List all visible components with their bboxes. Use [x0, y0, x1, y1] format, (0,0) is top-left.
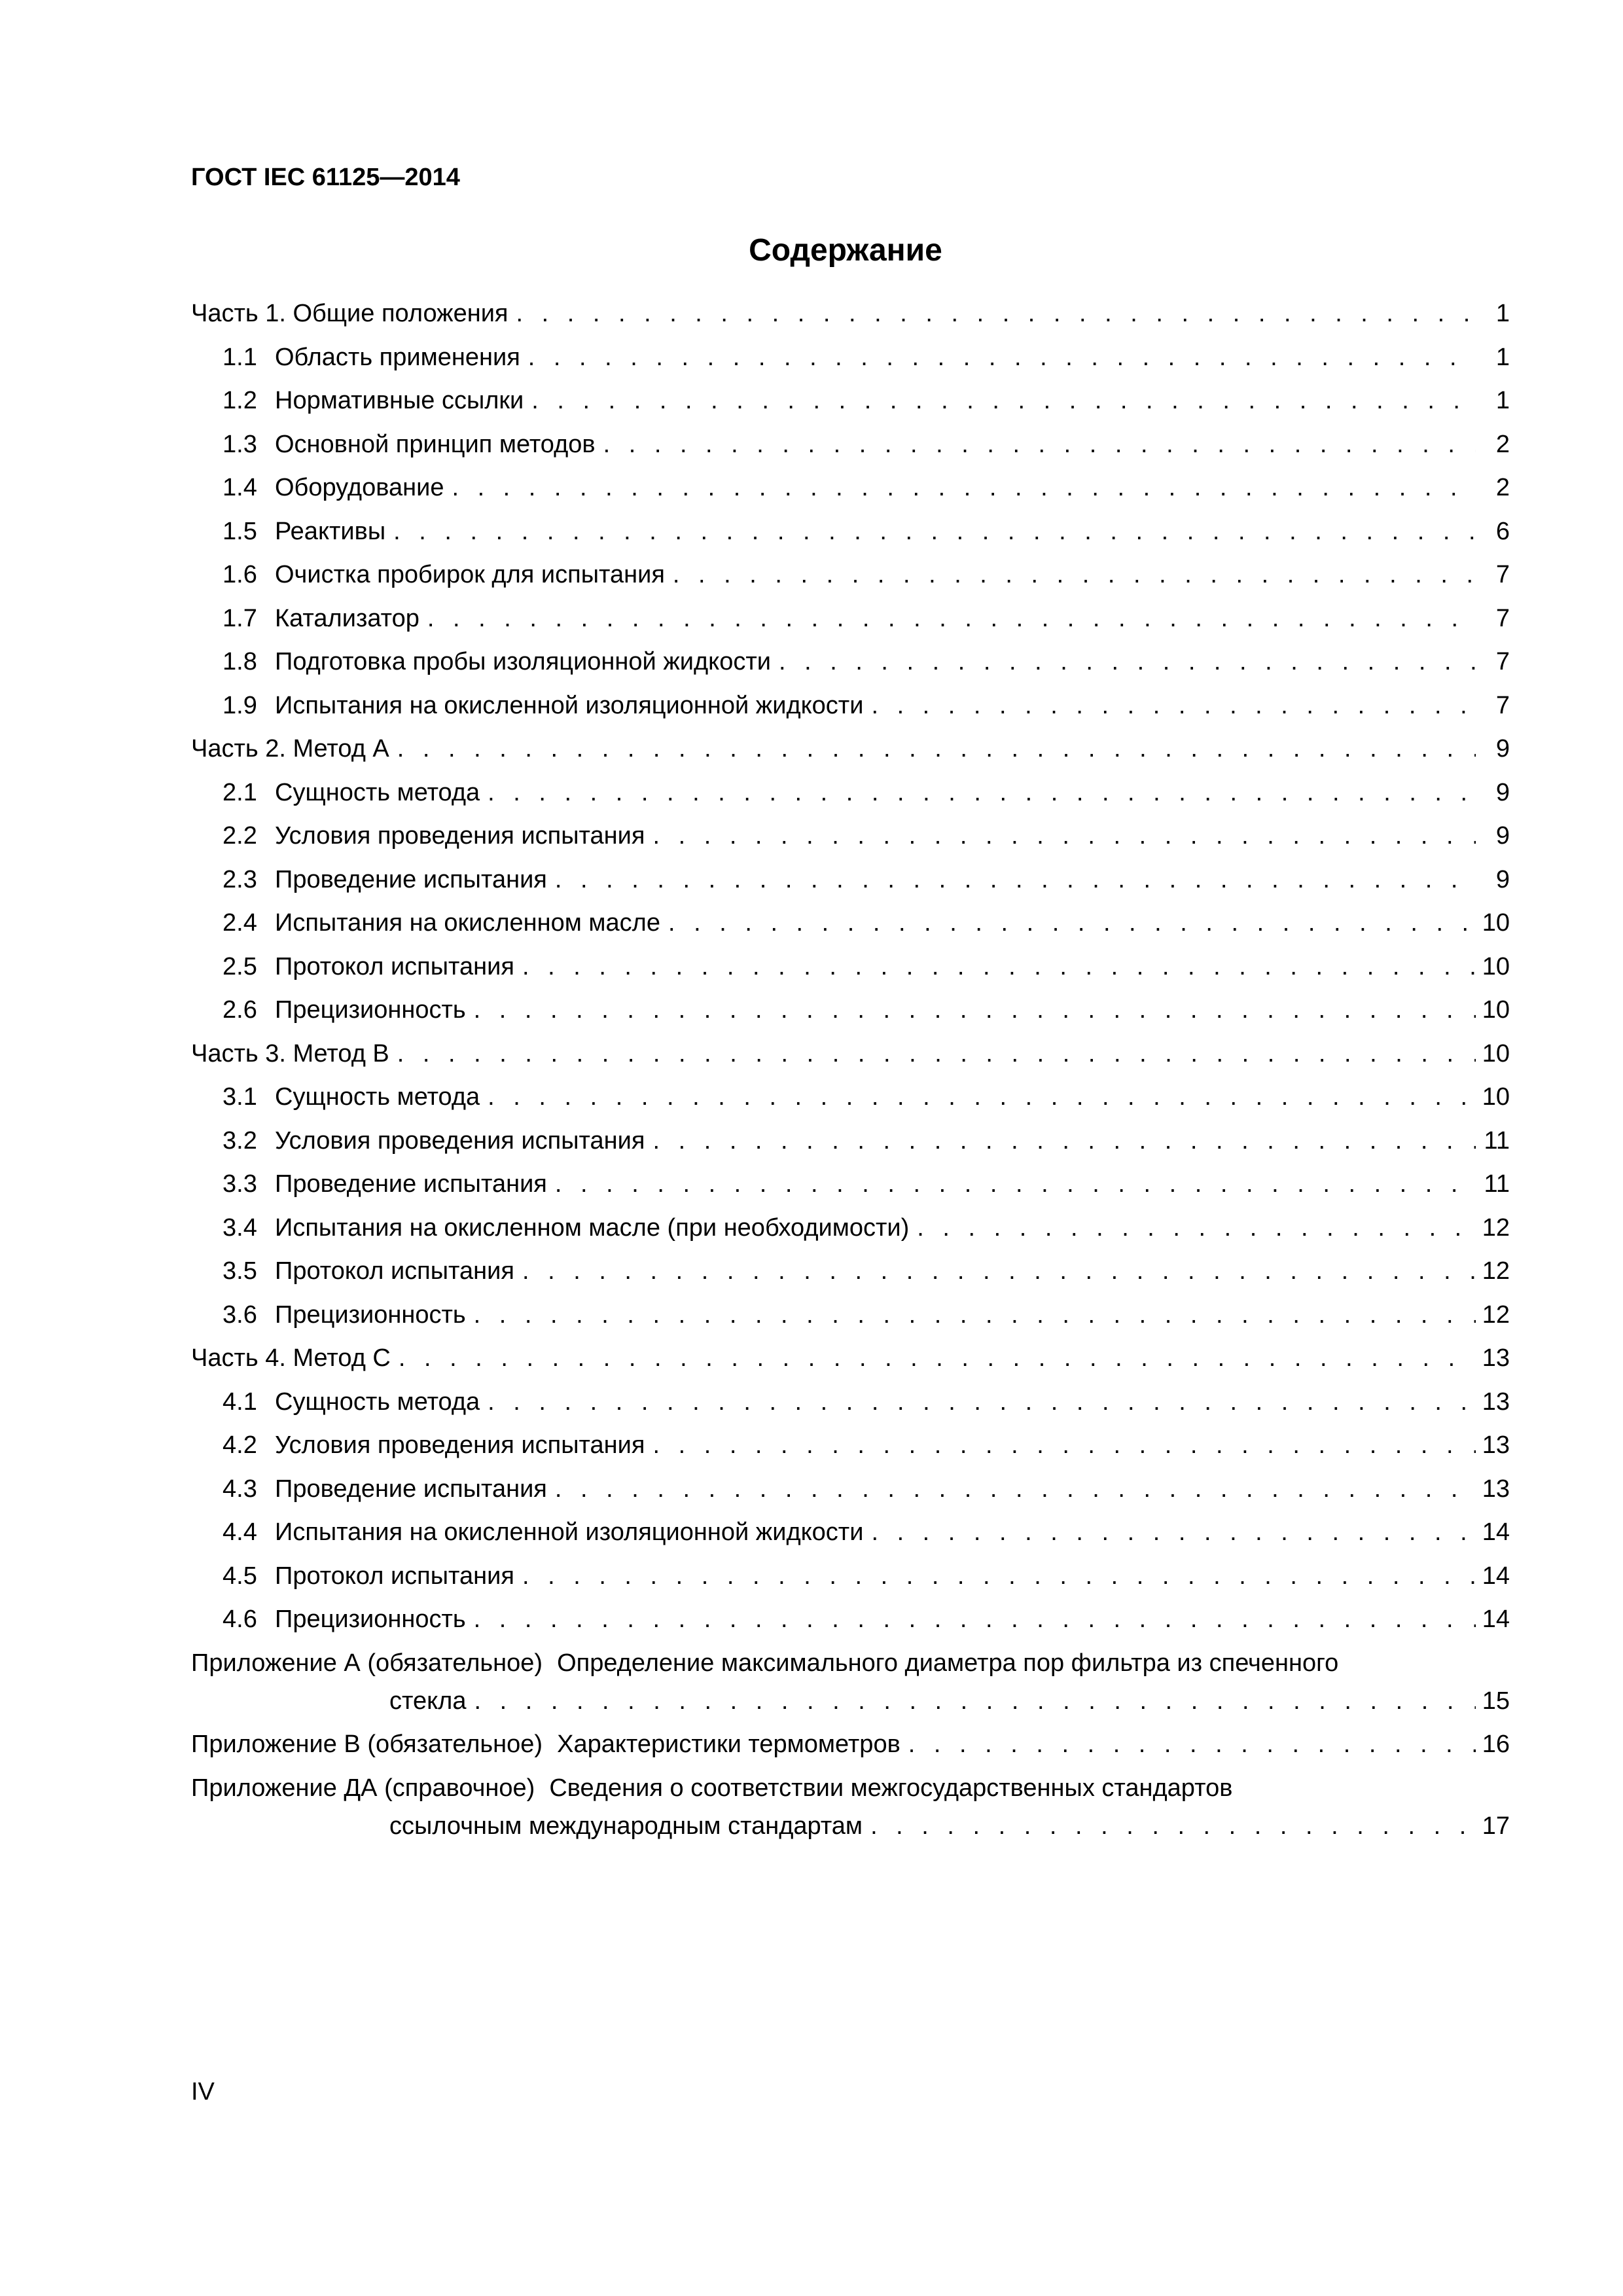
page-number: 10 — [1482, 952, 1510, 980]
section-number: 1.3 — [223, 430, 257, 458]
section-number: 1.1 — [223, 343, 257, 371]
dot-leader — [871, 1517, 1475, 1547]
dot-leader — [652, 1430, 1475, 1460]
toc-subsection-entry[interactable] — [191, 1213, 1510, 1257]
section-number: 3.3 — [223, 1170, 257, 1198]
entry-title: Нормативные ссылки — [275, 387, 524, 414]
page-number: 11 — [1484, 1126, 1510, 1155]
entry-title: Прецизионность — [275, 1300, 466, 1329]
entry-title: Условия проведения испытания — [275, 822, 645, 850]
toc-subsection-entry[interactable] — [191, 386, 1510, 429]
dot-leader — [555, 865, 1476, 895]
section-number: 4.5 — [223, 1562, 257, 1590]
dot-leader — [488, 778, 1476, 808]
section-number: 1.9 — [223, 691, 257, 719]
page-number: 14 — [1482, 1605, 1510, 1633]
toc-subsection-entry[interactable] — [191, 1300, 1510, 1344]
dot-leader — [668, 908, 1476, 938]
appendix-label: Приложение А (обязательное) — [191, 1649, 543, 1677]
toc-part-entry[interactable] — [191, 298, 1510, 342]
section-number: 2.2 — [223, 822, 257, 850]
page-number: 10 — [1482, 1083, 1510, 1111]
toc-subsection-entry[interactable] — [191, 1474, 1510, 1518]
toc-subsection-entry[interactable] — [191, 560, 1510, 603]
dot-leader — [652, 1126, 1476, 1156]
entry-title: Катализатор — [275, 604, 419, 632]
page-number: 13 — [1482, 1388, 1510, 1416]
page-number: 13 — [1482, 1344, 1510, 1372]
section-number: 4.3 — [223, 1475, 257, 1503]
toc-subsection-entry[interactable] — [191, 865, 1510, 908]
section-number: 3.4 — [223, 1213, 257, 1242]
toc-subsection-entry[interactable] — [191, 691, 1510, 734]
section-number: 1.2 — [223, 387, 257, 414]
toc-subsection-entry[interactable] — [191, 1256, 1510, 1300]
entry-title: Часть 3. Метод В — [191, 1039, 389, 1067]
dot-leader — [397, 1039, 1476, 1069]
appendix-title: Характеристики термометров — [557, 1731, 901, 1758]
dot-leader — [555, 1474, 1476, 1504]
dot-leader — [516, 298, 1476, 329]
section-number: 2.4 — [223, 909, 257, 937]
section-number: 4.1 — [223, 1388, 257, 1416]
toc-part-entry[interactable] — [191, 734, 1510, 778]
section-number: 1.6 — [223, 561, 257, 588]
document-header: ГОСТ IEC 61125—2014 — [191, 164, 460, 191]
entry-title: Условия проведения испытания — [275, 1126, 645, 1155]
section-number: 2.3 — [223, 865, 257, 893]
dot-leader — [393, 516, 1476, 547]
page-number: 13 — [1482, 1475, 1510, 1503]
entry-title: Испытания на окисленной изоляционной жидкости — [275, 691, 864, 719]
page-number: 13 — [1482, 1431, 1510, 1459]
dot-leader — [871, 691, 1476, 721]
dot-leader — [488, 1387, 1476, 1417]
entry-title: Подготовка пробы изоляционной жидкости — [275, 648, 771, 675]
dot-leader — [603, 429, 1476, 459]
entry-title: Проведение испытания — [275, 865, 547, 893]
dot-leader — [488, 1082, 1476, 1112]
page-number: 9 — [1495, 822, 1510, 850]
entry-title: Проведение испытания — [275, 1475, 547, 1503]
dot-leader — [917, 1213, 1475, 1243]
page-number: 14 — [1482, 1562, 1510, 1590]
section-number: 1.8 — [223, 648, 257, 675]
section-number: 4.2 — [223, 1431, 257, 1459]
toc-subsection-entry[interactable] — [191, 778, 1510, 821]
page-number: 9 — [1495, 865, 1510, 893]
dot-leader — [870, 1811, 1476, 1841]
section-number: 4.6 — [223, 1605, 257, 1633]
page-footer-number: IV — [191, 2078, 215, 2106]
toc-subsection-entry[interactable] — [191, 647, 1510, 691]
page-number: 12 — [1482, 1257, 1510, 1285]
page-number: 7 — [1495, 691, 1510, 719]
dot-leader — [908, 1729, 1476, 1759]
entry-title: Часть 4. Метод С — [191, 1344, 391, 1372]
entry-title: Проведение испытания — [275, 1170, 547, 1198]
page-number: 9 — [1495, 778, 1510, 806]
entry-title: Очистка пробирок для испытания — [275, 561, 665, 588]
toc-part-entry[interactable] — [191, 1343, 1510, 1387]
section-number: 2.5 — [223, 952, 257, 980]
toc-subsection-entry[interactable] — [191, 1387, 1510, 1431]
toc-part-entry[interactable] — [191, 1039, 1510, 1083]
section-number: 1.7 — [223, 604, 257, 632]
dot-leader — [474, 1300, 1476, 1330]
appendix-title-cont: ссылочным международным стандартам — [389, 1812, 863, 1840]
section-number: 3.1 — [223, 1083, 257, 1111]
page-number: 1 — [1495, 343, 1510, 371]
toc-subsection-entry[interactable] — [191, 995, 1510, 1039]
page-number: 11 — [1484, 1170, 1510, 1198]
toc-subsection-entry[interactable] — [191, 429, 1510, 473]
page-number: 10 — [1482, 996, 1510, 1024]
page-number: 7 — [1495, 648, 1510, 675]
section-number: 3.6 — [223, 1300, 257, 1329]
toc-subsection-entry[interactable] — [191, 1561, 1510, 1605]
toc-subsection-entry[interactable] — [191, 1126, 1510, 1170]
section-number: 3.2 — [223, 1126, 257, 1155]
entry-title: Реактивы — [275, 517, 386, 545]
toc-subsection-entry[interactable] — [191, 1082, 1510, 1126]
appendix-a[interactable] — [191, 1648, 1510, 1730]
dot-leader — [522, 1561, 1476, 1591]
toc-subsection-entry[interactable] — [191, 603, 1510, 647]
toc-subsection-entry[interactable] — [191, 342, 1510, 386]
page-title: Содержание — [749, 233, 942, 268]
dot-leader — [399, 1343, 1476, 1373]
toc-subsection-entry[interactable] — [191, 473, 1510, 516]
section-number: 2.6 — [223, 996, 257, 1024]
page-number: 12 — [1482, 1300, 1510, 1329]
dot-leader — [397, 734, 1476, 764]
dot-leader — [474, 1686, 1475, 1716]
appendix-b[interactable] — [191, 1729, 1510, 1773]
page-number: 2 — [1495, 430, 1510, 458]
entry-title: Протокол испытания — [275, 1562, 514, 1590]
section-number: 2.1 — [223, 778, 257, 806]
section-number: 1.5 — [223, 517, 257, 545]
toc-subsection-entry[interactable] — [191, 952, 1510, 996]
dot-leader — [452, 473, 1476, 503]
page-number: 2 — [1495, 474, 1510, 501]
page-number: 10 — [1482, 1039, 1510, 1067]
page-number: 14 — [1482, 1518, 1510, 1546]
entry-title: Испытания на окисленном масле — [275, 909, 660, 937]
toc-subsection-entry[interactable] — [191, 821, 1510, 865]
dot-leader — [531, 386, 1476, 416]
section-number: 3.5 — [223, 1257, 257, 1285]
page-number: 15 — [1482, 1687, 1510, 1715]
appendix-da[interactable] — [191, 1773, 1510, 1855]
appendix-title: Сведения о соответствии межгосударственных стандартов — [549, 1774, 1233, 1802]
dot-leader — [652, 821, 1476, 851]
appendix-label: Приложение ДА (справочное) — [191, 1774, 535, 1802]
entry-title: Сущность метода — [275, 1083, 480, 1111]
page-number: 6 — [1495, 517, 1510, 545]
appendix-title-cont: стекла — [389, 1687, 467, 1715]
entry-title: Испытания на окисленном масле (при необходимости) — [275, 1213, 910, 1242]
entry-title: Условия проведения испытания — [275, 1431, 645, 1459]
page-number: 1 — [1495, 387, 1510, 414]
page-number: 17 — [1482, 1812, 1510, 1840]
table-of-contents — [191, 298, 1510, 1854]
toc-subsection-entry[interactable] — [191, 1169, 1510, 1213]
dot-leader — [474, 1604, 1476, 1634]
entry-title: Прецизионность — [275, 1605, 466, 1633]
entry-title: Прецизионность — [275, 996, 466, 1024]
toc-subsection-entry[interactable] — [191, 516, 1510, 560]
entry-title: Основной принцип методов — [275, 430, 596, 458]
dot-leader — [474, 995, 1476, 1025]
entry-title: Протокол испытания — [275, 952, 514, 980]
section-number: 4.4 — [223, 1518, 257, 1546]
entry-title: Область применения — [275, 343, 520, 371]
page-number: 7 — [1495, 561, 1510, 588]
page-number: 16 — [1482, 1731, 1510, 1758]
toc-subsection-entry[interactable] — [191, 908, 1510, 952]
dot-leader — [555, 1169, 1476, 1199]
page-number: 10 — [1482, 909, 1510, 937]
entry-title: Часть 1. Общие положения — [191, 300, 508, 327]
section-number: 1.4 — [223, 474, 257, 501]
appendix-label: Приложение В (обязательное) — [191, 1731, 543, 1758]
entry-title: Сущность метода — [275, 1388, 480, 1416]
dot-leader — [528, 342, 1476, 372]
page-number: 12 — [1482, 1213, 1510, 1242]
entry-title: Часть 2. Метод А — [191, 735, 389, 762]
toc-subsection-entry[interactable] — [191, 1604, 1510, 1648]
entry-title: Протокол испытания — [275, 1257, 514, 1285]
entry-title: Сущность метода — [275, 778, 480, 806]
page-number: 7 — [1495, 604, 1510, 632]
toc-subsection-entry[interactable] — [191, 1517, 1510, 1561]
dot-leader — [427, 603, 1476, 634]
toc-subsection-entry[interactable] — [191, 1430, 1510, 1474]
page-number: 9 — [1495, 735, 1510, 762]
entry-title: Оборудование — [275, 474, 444, 501]
entry-title: Испытания на окисленной изоляционной жидкости — [275, 1518, 864, 1546]
dot-leader — [522, 952, 1476, 982]
page-number: 1 — [1495, 300, 1510, 327]
dot-leader — [522, 1256, 1476, 1286]
dot-leader — [779, 647, 1476, 677]
appendix-title: Определение максимального диаметра пор фильтра из спеченного — [557, 1649, 1339, 1677]
dot-leader — [673, 560, 1476, 590]
